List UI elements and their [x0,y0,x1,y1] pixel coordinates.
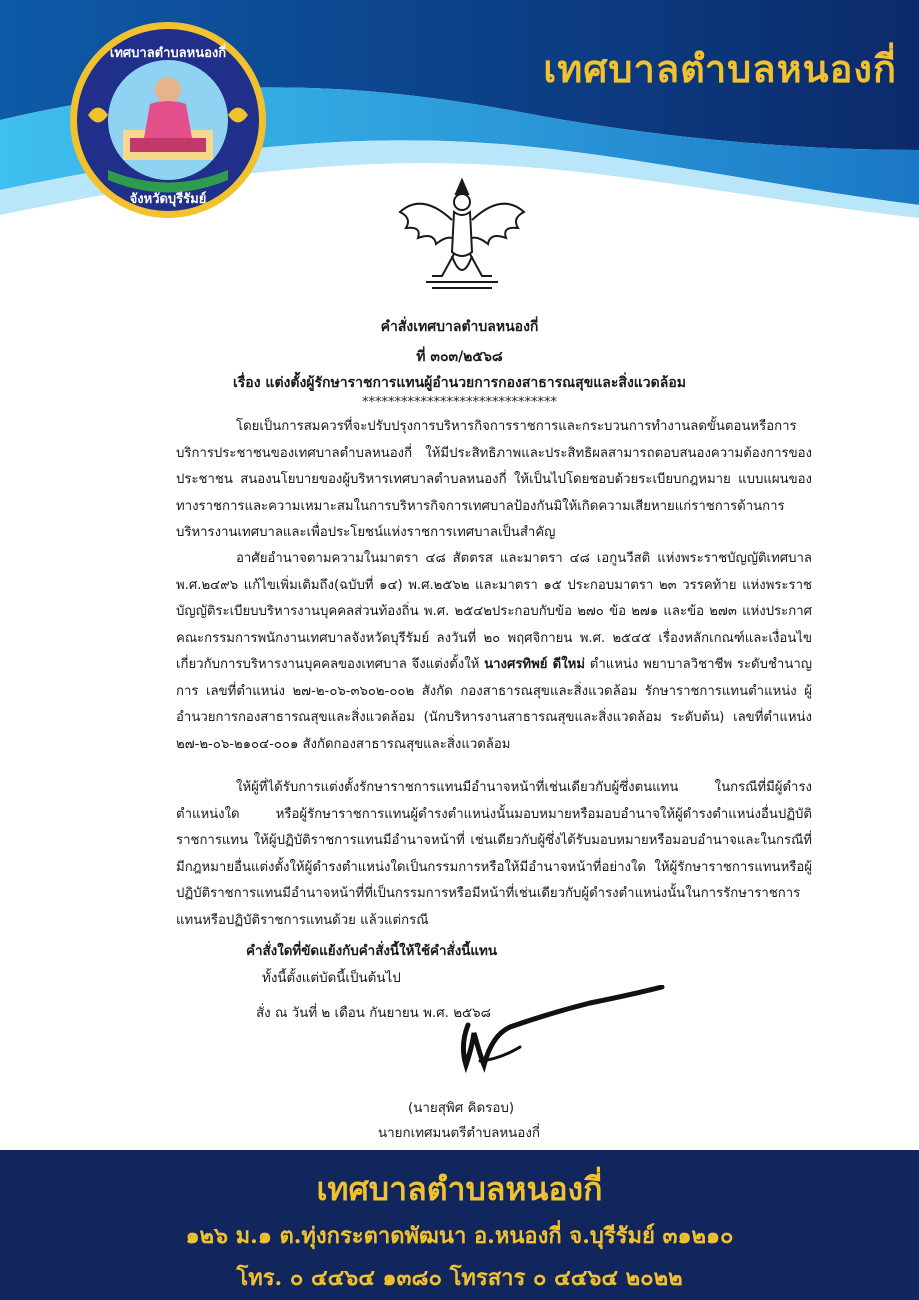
body-paragraph-2 [176,546,812,758]
effective-clause: ทั้งนี้ตั้งแต่บัดนี้เป็นต้นไป [262,971,401,986]
order-separator-stars: ****************************** [362,395,557,410]
municipality-seal-logo [68,20,268,220]
footer-org-name: เทศบาลตำบลหนองกี่ [316,1170,603,1208]
order-subject: เรื่อง แต่งตั้งผู้รักษาราชการแทนผู้อำนวยการกองสาธารณสุขและสิ่งแวดล้อม [233,375,686,391]
letterhead-footer [0,1150,919,1300]
paragraph-2-text-b: ตำแหน่ง พยาบาลวิชาชีพ ระดับชำนาญการ เลขที่ตำแหน่ง ๒๗-๒-๐๖-๓๖๐๒-๐๐๒ สังกัด กองสาธารณสุขและสิ่งแวดล้อม รักษาราชการแทนตำแหน่ง ผู้อำนวยการกองสาธารณสุขและสิ่งแวดล้อม (นักบริหารงานสาธารณสุขและสิ่งแวดล้อม ระดับต้น) เลขที่ตำแหน่ง ๒๗-๒-๐๖-๒๑๐๔-๐๐๑ สังกัดกองสาธารณสุขและสิ่งแวดล้อม [176,657,812,752]
body-paragraph-1 [176,414,812,547]
paragraph-3-text: ให้ผู้ที่ได้รับการแต่งตั้งรักษาราชการแทนมีอำนาจหน้าที่เช่นเดียวกับผู้ซึ่งตนแทน ในกรณีที่มีผู้ดำรงตำแหน่งใด หรือผู้รักษาราชการแทนผู้ดำรงตำแหน่งนั้นมอบหมายหรือมอบอำนาจให้ผู้ดำรงตำแหน่งอื่นปฏิบัติราชการแทน ให้ผู้ปฏิบัติราชการแทนมีอำนาจหน้าที่ เช่นเดียวกับผู้ซึ่งได้รับมอบหมายหรือมอบอำนาจและในกรณีที่มีกฎหมายอื่นแต่งตั้งให้ผู้ดำรงตำแหน่งใดเป็นกรรมการหรือให้มีอำนาจหน้าที่อย่างใด ให้ผู้รักษาราชการแทนหรือผู้ปฏิบัติราชการแทนมีอำนาจหน้าที่ที่เป็นกรรมการหรือมีหน้าที่เช่นเดียวกับผู้ดำรงตำแหน่งนั้นในการรักษาราชการแทนหรือปฏิบัติราชการแทนด้วย แล้วแต่กรณี [176,780,812,928]
seal-bottom-text: จังหวัดบุรีรัมย์ [129,192,207,207]
garuda-emblem [392,172,532,302]
conflict-clause: คำสั่งใดที่ขัดแย้งกับคำสั่งนี้ให้ใช้คำสั่งนี้แทน [246,944,498,959]
body-paragraph-3 [176,775,812,934]
order-title: คำสั่งเทศบาลตำบลหนองกี่ [380,319,539,335]
appointee-name: นางศรทิพย์ ดีใหม่ [484,657,586,672]
signer-name: (นายสุพิศ คิดรอบ) [408,1101,515,1116]
header-org-title: เทศบาลตำบลหนองกี่ [543,46,897,91]
order-number: ที่ ๓๐๓/๒๕๖๘ [416,349,503,365]
seal-top-text: เทศบาลตำบลหนองกี่ [109,46,227,61]
dated-line: สั่ง ณ วันที่ ๒ เดือน กันยายน พ.ศ. ๒๕๖๘ [256,1006,491,1021]
footer-address: ๑๒๖ ม.๑ ต.ทุ่งกระตาดพัฒนา อ.หนองกี่ จ.บุรีรัมย์ ๓๑๒๑๐ [185,1223,734,1249]
paragraph-2-text-a: อาศัยอำนาจตามความในมาตรา ๔๘ สัตตรส และมาตรา ๔๘ เอกูนวีสติ แห่งพระราชบัญญัติเทศบาล พ.ศ.๒๔๙๖ แก้ไขเพิ่มเติมถึง(ฉบับที่ ๑๔) พ.ศ.๒๕๖๒ และมาตรา ๑๕ ประกอบมาตรา ๒๓ วรรคท้าย แห่งพระราชบัญญัติระเบียบบริหารงานบุคคลส่วนท้องถิ่น พ.ศ. ๒๕๔๒ประกอบกับข้อ ๒๗๐ ข้อ ๒๗๑ และข้อ ๒๗๓ แห่งประกาศคณะกรรมการพนักงานเทศบาลจังหวัดบุรีรัมย์ ลงวันที่ ๒๐ พฤศจิกายน พ.ศ. ๒๕๔๕ เรื่องหลักเกณฑ์และเงื่อนไขเกี่ยวกับการบริหารงานบุคคลของเทศบาล จึงแต่งตั้งให้ [176,551,812,672]
garuda-icon [392,172,532,302]
paragraph-1-text: โดยเป็นการสมควรที่จะปรับปรุงการบริหารกิจการราชการและกระบวนการทำงานลดขั้นตอนหรือการบริการประชาชนของเทศบาลตำบลหนองกี่ ให้มีประสิทธิภาพและประสิทธิผลสามารถตอบสนองความต้องการของประชาชน สนองนโยบายของผู้บริหารเทศบาลตำบลหนองกี่ ให้เป็นไปโดยชอบด้วยระเบียบกฎหมาย แบบแผนของทางราชการและความเหมาะสมในการบริหารกิจการเทศบาลป้องกันมิให้เกิดความเสียหายแก่ราชการด้านการบริหารงานเทศบาลและเพื่อประโยชน์แห่งราชการเทศบาลเป็นสำคัญ [176,419,812,540]
signer-position: นายกเทศมนตรีตำบลหนองกี่ [378,1126,540,1141]
signature-mark [440,985,670,1075]
footer-contact: โทร. ๐ ๔๔๖๔ ๑๓๘๐ โทรสาร ๐ ๔๔๖๔ ๒๐๒๒ [236,1265,683,1291]
